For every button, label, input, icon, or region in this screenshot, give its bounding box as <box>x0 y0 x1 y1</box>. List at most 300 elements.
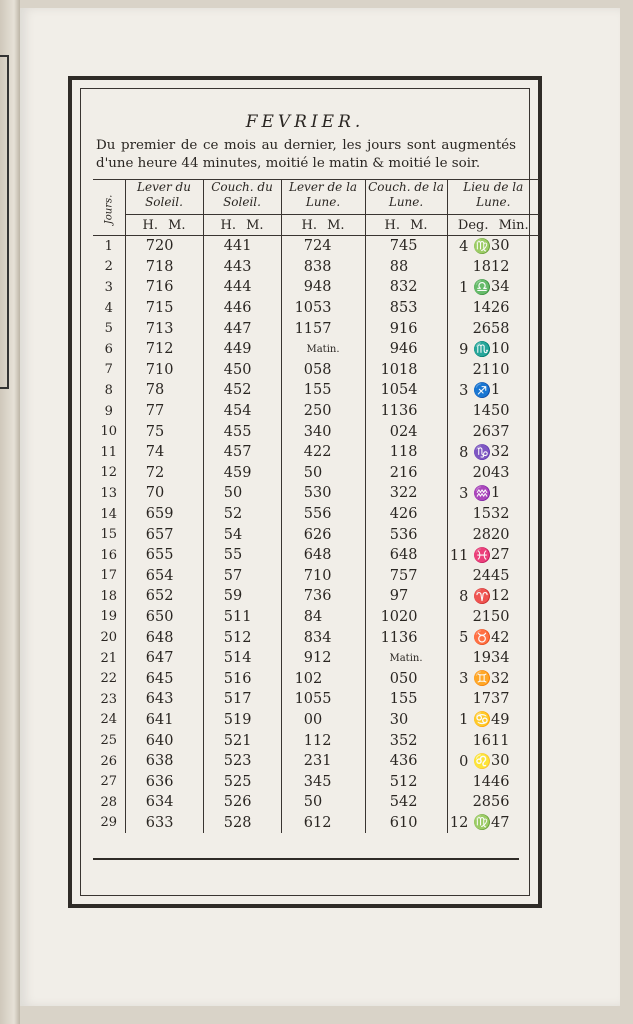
moon-degree-cell: 17 <box>447 689 491 710</box>
moon-degree-cell: 28 <box>447 524 491 545</box>
moonset-minute-cell: 24 <box>399 423 418 440</box>
moonrise-minute-cell: 57 <box>313 320 332 337</box>
previous-page-edge <box>0 0 20 1024</box>
table-row <box>93 792 539 813</box>
sunrise-hour-cell: 6 <box>125 586 155 607</box>
moon-degree-cell: 26 <box>447 421 491 442</box>
moonrise-note-cell: Matin. <box>281 339 365 360</box>
subheader-hm: H. M. <box>125 215 203 236</box>
sunrise-minute-cell: 10 <box>155 361 174 378</box>
sunrise-minute-cell: 41 <box>155 711 174 728</box>
sunset-minute-cell: 43 <box>233 258 252 275</box>
moonrise-hour-cell: 8 <box>281 257 313 278</box>
table-row <box>93 380 539 401</box>
moon-degree-cell: 14 <box>447 401 491 422</box>
moonset-hour-cell: 5 <box>365 792 399 813</box>
sunrise-hour-cell: 6 <box>125 524 155 545</box>
moonrise-minute-cell: 4 <box>313 608 323 625</box>
sunset-hour-cell: 4 <box>203 298 233 319</box>
month-title: FEVRIER. <box>245 112 365 132</box>
day-cell: 20 <box>100 630 118 646</box>
moonset-minute-cell: 22 <box>399 485 418 502</box>
moonrise-hour-cell: 10 <box>281 298 313 319</box>
day-cell: 14 <box>100 506 118 522</box>
moon-minute-cell: 34 <box>491 650 510 667</box>
sunset-hour-cell: 4 <box>203 463 233 484</box>
day-cell: 19 <box>100 609 118 625</box>
moonrise-minute-cell: 38 <box>313 258 332 275</box>
sunset-minute-cell: 49 <box>233 341 252 358</box>
moonrise-hour-cell: 7 <box>281 236 313 257</box>
table-row <box>93 277 539 298</box>
moonrise-hour-cell: 11 <box>281 318 313 339</box>
moonrise-hour-cell: 10 <box>281 668 313 689</box>
table-row <box>93 751 539 772</box>
sunset-hour-cell: 4 <box>203 421 233 442</box>
moonset-minute-cell: 36 <box>399 403 418 420</box>
sunset-minute-cell: 47 <box>233 320 252 337</box>
sunrise-minute-cell: 7 <box>155 403 165 420</box>
sunrise-hour-cell: 7 <box>125 339 155 360</box>
moonset-hour-cell: 4 <box>365 504 399 525</box>
day-cell: 22 <box>100 671 118 687</box>
moon-degree-cell: 8 ♈ <box>447 586 491 607</box>
moonset-hour-cell: 10 <box>365 380 399 401</box>
moonset-minute-cell: 36 <box>399 629 418 646</box>
sunset-hour-cell: 5 <box>203 607 233 628</box>
bottom-rule <box>93 858 519 860</box>
moon-minute-cell: 12 <box>491 258 510 275</box>
moon-degree-cell: 19 <box>447 648 491 669</box>
moonrise-minute-cell: 0 <box>313 794 323 811</box>
sunset-minute-cell: 2 <box>233 506 243 523</box>
sunrise-hour-cell: 6 <box>125 607 155 628</box>
sunrise-minute-cell: 54 <box>155 567 174 584</box>
day-cell: 6 <box>104 341 113 357</box>
moon-minute-cell: 10 <box>491 341 510 358</box>
moonrise-hour-cell: 6 <box>281 813 313 834</box>
moonset-hour-cell: 10 <box>365 360 399 381</box>
moon-minute-cell: 1 <box>491 485 501 502</box>
moon-minute-cell: 49 <box>491 711 510 728</box>
sunset-hour-cell: 4 <box>203 380 233 401</box>
moonrise-hour-cell: 2 <box>281 751 313 772</box>
moon-minute-cell: 11 <box>491 732 510 749</box>
moon-degree-cell: 26 <box>447 318 491 339</box>
moonset-hour-cell: 9 <box>365 339 399 360</box>
moonrise-minute-cell: 45 <box>313 773 332 790</box>
sunrise-minute-cell: 18 <box>155 258 174 275</box>
moon-degree-cell: 20 <box>447 463 491 484</box>
moon-minute-cell: 37 <box>491 423 510 440</box>
sunrise-minute-cell: 4 <box>155 444 165 461</box>
sunrise-minute-cell: 0 <box>155 485 165 502</box>
header-lever-soleil: Lever du Soleil. <box>125 180 203 215</box>
table-row <box>93 257 539 278</box>
moon-minute-cell: 12 <box>491 588 510 605</box>
sunrise-minute-cell: 2 <box>155 464 165 481</box>
moonrise-hour-cell: 5 <box>281 463 313 484</box>
sunset-hour-cell: 4 <box>203 318 233 339</box>
moonset-hour-cell: 7 <box>365 236 399 257</box>
moonset-hour-cell: 11 <box>365 401 399 422</box>
moonset-minute-cell: 45 <box>399 238 418 255</box>
moon-minute-cell: 46 <box>491 773 510 790</box>
moonset-hour-cell: 9 <box>365 318 399 339</box>
moon-minute-cell: 45 <box>491 567 510 584</box>
table-row <box>93 648 539 669</box>
moonrise-hour-cell: 9 <box>281 277 313 298</box>
moonrise-minute-cell: 55 <box>313 382 332 399</box>
moonrise-minute-cell: 50 <box>313 403 332 420</box>
sunset-minute-cell: 12 <box>233 629 252 646</box>
moonset-hour-cell: 3 <box>365 483 399 504</box>
moon-degree-cell: 24 <box>447 566 491 587</box>
moon-degree-cell: 3 ♊ <box>447 668 491 689</box>
sunset-minute-cell: 55 <box>233 423 252 440</box>
moon-minute-cell: 56 <box>491 794 510 811</box>
moonset-minute-cell: 26 <box>399 506 418 523</box>
sunset-hour-cell: 5 <box>203 524 233 545</box>
table-row <box>93 339 539 360</box>
moon-minute-cell: 20 <box>491 526 510 543</box>
sunset-hour-cell: 5 <box>203 668 233 689</box>
sunset-minute-cell: 4 <box>233 526 243 543</box>
sunrise-minute-cell: 13 <box>155 320 174 337</box>
moon-minute-cell: 1 <box>491 382 501 399</box>
moonrise-minute-cell: 0 <box>313 711 323 728</box>
day-cell: 3 <box>104 279 113 295</box>
day-cell: 25 <box>100 733 118 749</box>
day-cell: 26 <box>100 753 118 769</box>
sunset-minute-cell: 44 <box>233 279 252 296</box>
table-row <box>93 483 539 504</box>
moonrise-hour-cell: 6 <box>281 524 313 545</box>
sunset-minute-cell: 16 <box>233 670 252 687</box>
sunrise-hour-cell: 7 <box>125 380 155 401</box>
moonrise-minute-cell: 31 <box>313 753 332 770</box>
sunset-hour-cell: 4 <box>203 339 233 360</box>
day-cell: 21 <box>100 650 118 666</box>
sunset-minute-cell: 11 <box>233 608 252 625</box>
table-row <box>93 689 539 710</box>
day-cell: 29 <box>100 815 118 831</box>
moonrise-minute-cell: 30 <box>313 485 332 502</box>
moonrise-hour-cell: 10 <box>281 689 313 710</box>
sunrise-hour-cell: 6 <box>125 566 155 587</box>
moonrise-minute-cell: 12 <box>313 732 332 749</box>
sunrise-minute-cell: 52 <box>155 588 174 605</box>
moonset-minute-cell: 7 <box>399 588 409 605</box>
moonrise-minute-cell: 56 <box>313 506 332 523</box>
sunset-hour-cell: 5 <box>203 566 233 587</box>
moonrise-minute-cell: 34 <box>313 629 332 646</box>
moonrise-hour-cell: 9 <box>281 648 313 669</box>
day-cell: 28 <box>100 794 118 810</box>
subheader-hm: H. M. <box>365 215 447 236</box>
moonset-minute-cell: 8 <box>399 258 409 275</box>
moonrise-hour-cell: 3 <box>281 421 313 442</box>
moonset-hour-cell: 5 <box>365 524 399 545</box>
day-cell: 18 <box>100 588 118 604</box>
sunrise-hour-cell: 7 <box>125 257 155 278</box>
sunrise-minute-cell: 45 <box>155 670 174 687</box>
moonrise-minute-cell: 40 <box>313 423 332 440</box>
moonset-hour-cell: 1 <box>365 689 399 710</box>
sunset-minute-cell: 17 <box>233 691 252 708</box>
day-cell: 13 <box>100 485 118 501</box>
moonset-hour-cell: 9 <box>365 586 399 607</box>
moon-degree-cell: 12 ♍ <box>447 813 491 834</box>
table-row <box>93 401 539 422</box>
sunset-minute-cell: 46 <box>233 300 252 317</box>
day-cell: 15 <box>100 527 118 543</box>
moon-degree-cell: 9 ♏ <box>447 339 491 360</box>
sunset-minute-cell: 26 <box>233 794 252 811</box>
moon-degree-cell: 15 <box>447 504 491 525</box>
sunset-minute-cell: 25 <box>233 773 252 790</box>
moonset-minute-cell: 55 <box>399 691 418 708</box>
moonset-hour-cell: 10 <box>365 607 399 628</box>
sunset-hour-cell: 5 <box>203 813 233 834</box>
moon-degree-cell: 3 ♒ <box>447 483 491 504</box>
table-row <box>93 318 539 339</box>
moonset-minute-cell: 36 <box>399 526 418 543</box>
moonset-minute-cell: 10 <box>399 814 418 831</box>
sunset-hour-cell: 5 <box>203 710 233 731</box>
sunrise-hour-cell: 6 <box>125 792 155 813</box>
sunrise-minute-cell: 36 <box>155 773 174 790</box>
moonrise-minute-cell: 24 <box>313 238 332 255</box>
sunset-hour-cell: 5 <box>203 483 233 504</box>
moonset-minute-cell: 53 <box>399 300 418 317</box>
sunrise-hour-cell: 6 <box>125 648 155 669</box>
moonrise-hour-cell: 7 <box>281 586 313 607</box>
sunset-hour-cell: 4 <box>203 236 233 257</box>
moon-degree-cell: 28 <box>447 792 491 813</box>
moonset-minute-cell: 12 <box>399 773 418 790</box>
day-cell: 12 <box>100 465 118 481</box>
sunrise-minute-cell: 33 <box>155 814 174 831</box>
moonrise-hour-cell: 1 <box>281 380 313 401</box>
sunrise-hour-cell: 6 <box>125 504 155 525</box>
sunrise-hour-cell: 7 <box>125 442 155 463</box>
day-cell: 9 <box>104 403 113 419</box>
moon-minute-cell: 27 <box>491 547 510 564</box>
table-row <box>93 813 539 834</box>
sunset-minute-cell: 5 <box>233 547 243 564</box>
moonset-hour-cell: 8 <box>365 298 399 319</box>
sunset-minute-cell: 23 <box>233 753 252 770</box>
moon-minute-cell: 32 <box>491 506 510 523</box>
sunrise-minute-cell: 47 <box>155 650 174 667</box>
sunset-minute-cell: 41 <box>233 238 252 255</box>
moon-degree-cell: 11 ♓ <box>447 545 491 566</box>
sunset-hour-cell: 5 <box>203 627 233 648</box>
moon-minute-cell: 50 <box>491 403 510 420</box>
moonrise-minute-cell: 12 <box>313 650 332 667</box>
sunset-minute-cell: 21 <box>233 732 252 749</box>
moonrise-minute-cell: 48 <box>313 547 332 564</box>
sunrise-hour-cell: 7 <box>125 298 155 319</box>
sunset-hour-cell: 5 <box>203 545 233 566</box>
moonset-minute-cell: 46 <box>399 341 418 358</box>
sunrise-minute-cell: 5 <box>155 423 165 440</box>
table-row <box>93 566 539 587</box>
moonrise-hour-cell: 7 <box>281 566 313 587</box>
moon-degree-cell: 5 ♉ <box>447 627 491 648</box>
moonrise-minute-cell: 58 <box>313 361 332 378</box>
moonset-minute-cell: 50 <box>399 670 418 687</box>
sunrise-hour-cell: 7 <box>125 318 155 339</box>
day-cell: 1 <box>104 238 113 254</box>
moonset-hour-cell: 3 <box>365 730 399 751</box>
sunset-hour-cell: 5 <box>203 771 233 792</box>
sunset-minute-cell: 50 <box>233 361 252 378</box>
table-row <box>93 627 539 648</box>
sunset-hour-cell: 5 <box>203 792 233 813</box>
sunrise-hour-cell: 6 <box>125 751 155 772</box>
sunrise-minute-cell: 59 <box>155 506 174 523</box>
moonrise-minute-cell: 0 <box>313 464 323 481</box>
table-row <box>93 545 539 566</box>
table-row <box>93 298 539 319</box>
moonset-hour-cell: 1 <box>365 442 399 463</box>
moon-degree-cell: 18 <box>447 257 491 278</box>
moonset-hour-cell: 7 <box>365 566 399 587</box>
moonrise-hour-cell: 5 <box>281 504 313 525</box>
sunset-hour-cell: 4 <box>203 360 233 381</box>
table-row <box>93 504 539 525</box>
sunset-minute-cell: 52 <box>233 382 252 399</box>
moon-minute-cell: 30 <box>491 238 510 255</box>
moon-minute-cell: 58 <box>491 320 510 337</box>
day-cell: 11 <box>100 444 118 460</box>
moonrise-hour-cell: 3 <box>281 771 313 792</box>
moonset-minute-cell: 16 <box>399 320 418 337</box>
moonset-minute-cell: 42 <box>399 794 418 811</box>
day-cell: 10 <box>100 424 118 440</box>
sunset-hour-cell: 5 <box>203 586 233 607</box>
moon-minute-cell: 30 <box>491 753 510 770</box>
moon-degree-cell: 16 <box>447 730 491 751</box>
moonset-hour-cell: 11 <box>365 627 399 648</box>
moonrise-minute-cell: 10 <box>313 567 332 584</box>
sunset-minute-cell: 59 <box>233 464 252 481</box>
sunrise-minute-cell: 16 <box>155 279 174 296</box>
sunset-minute-cell: 7 <box>233 567 243 584</box>
sunrise-minute-cell: 43 <box>155 691 174 708</box>
moon-minute-cell: 42 <box>491 629 510 646</box>
sunset-hour-cell: 5 <box>203 648 233 669</box>
day-cell: 8 <box>104 382 113 398</box>
table-row <box>93 710 539 731</box>
moon-degree-cell: 4 ♍ <box>447 236 491 257</box>
sunset-minute-cell: 14 <box>233 650 252 667</box>
moon-degree-cell: 1 ♎ <box>447 277 491 298</box>
sunrise-minute-cell: 57 <box>155 526 174 543</box>
moonset-minute-cell: 54 <box>399 382 418 399</box>
moonrise-hour-cell: 0 <box>281 710 313 731</box>
ephemeris-table <box>93 179 539 833</box>
moon-degree-cell: 3 ♐ <box>447 380 491 401</box>
moon-minute-cell: 32 <box>491 670 510 687</box>
day-cell: 17 <box>100 568 118 584</box>
sunrise-hour-cell: 7 <box>125 277 155 298</box>
moonset-minute-cell: 57 <box>399 567 418 584</box>
day-cell: 4 <box>104 300 113 316</box>
moonset-hour-cell: 0 <box>365 668 399 689</box>
moonrise-minute-cell: 22 <box>313 444 332 461</box>
sunrise-minute-cell: 15 <box>155 300 174 317</box>
moonrise-minute-cell: 2 <box>313 670 323 687</box>
subheader-hm: H. M. <box>203 215 281 236</box>
moon-minute-cell: 32 <box>491 444 510 461</box>
sunset-hour-cell: 4 <box>203 442 233 463</box>
moonset-minute-cell: 20 <box>399 608 418 625</box>
header-couch-soleil: Couch. du Soleil. <box>203 180 281 215</box>
sunrise-minute-cell: 12 <box>155 341 174 358</box>
moonrise-hour-cell: 5 <box>281 792 313 813</box>
moonrise-hour-cell: 5 <box>281 483 313 504</box>
moon-minute-cell: 37 <box>491 691 510 708</box>
moonset-minute-cell: 18 <box>399 444 418 461</box>
sunset-minute-cell: 28 <box>233 814 252 831</box>
moonset-hour-cell: 0 <box>365 421 399 442</box>
table-row <box>93 360 539 381</box>
moon-degree-cell: 14 <box>447 298 491 319</box>
moonset-minute-cell: 16 <box>399 464 418 481</box>
sunset-minute-cell: 57 <box>233 444 252 461</box>
table-row <box>93 771 539 792</box>
moonset-note-cell: Matin. <box>365 648 447 669</box>
moonrise-minute-cell: 53 <box>313 300 332 317</box>
moon-degree-cell: 8 ♑ <box>447 442 491 463</box>
moonset-minute-cell: 36 <box>399 753 418 770</box>
sunrise-hour-cell: 6 <box>125 689 155 710</box>
moonrise-hour-cell: 4 <box>281 442 313 463</box>
table-row <box>93 524 539 545</box>
moonset-hour-cell: 3 <box>365 710 399 731</box>
table-row <box>93 607 539 628</box>
moonset-hour-cell: 6 <box>365 813 399 834</box>
moonset-minute-cell: 52 <box>399 732 418 749</box>
table-row <box>93 442 539 463</box>
header-couch-lune: Couch. de la Lune. <box>365 180 447 215</box>
sunrise-minute-cell: 50 <box>155 608 174 625</box>
moonrise-hour-cell: 8 <box>281 607 313 628</box>
sunset-hour-cell: 5 <box>203 751 233 772</box>
sunrise-minute-cell: 40 <box>155 732 174 749</box>
day-cell: 23 <box>100 691 118 707</box>
moonset-hour-cell: 8 <box>365 257 399 278</box>
moonrise-hour-cell: 0 <box>281 360 313 381</box>
moonset-hour-cell: 4 <box>365 751 399 772</box>
sunrise-hour-cell: 7 <box>125 360 155 381</box>
sunrise-minute-cell: 20 <box>155 238 174 255</box>
moon-minute-cell: 43 <box>491 464 510 481</box>
moonset-minute-cell: 18 <box>399 361 418 378</box>
moon-degree-cell: 14 <box>447 771 491 792</box>
moonrise-minute-cell: 36 <box>313 588 332 605</box>
sunrise-hour-cell: 6 <box>125 627 155 648</box>
sunset-minute-cell: 9 <box>233 588 243 605</box>
subheader-hm: H. M. <box>281 215 365 236</box>
day-cell: 7 <box>104 362 113 378</box>
moon-minute-cell: 50 <box>491 608 510 625</box>
moonset-minute-cell: 0 <box>399 711 409 728</box>
sunrise-minute-cell: 55 <box>155 547 174 564</box>
